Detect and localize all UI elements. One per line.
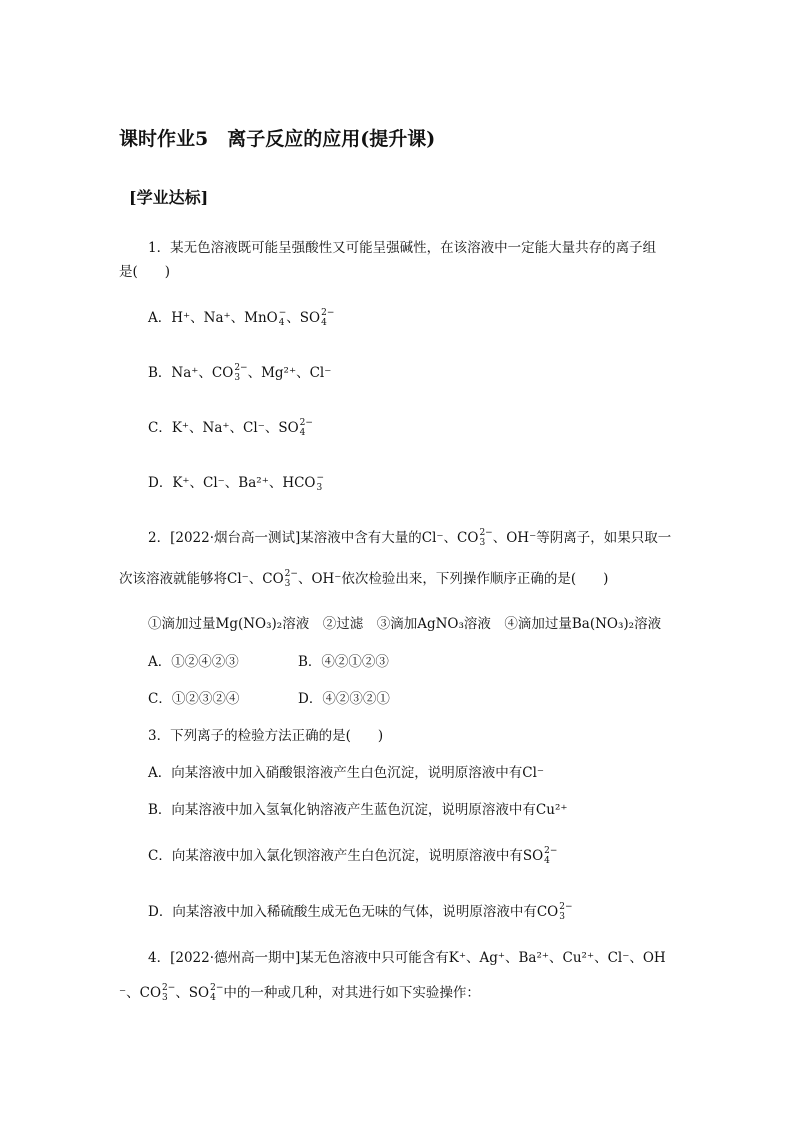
q3-option-c [148,846,557,867]
q3-option-b: B．向某溶液中加入氢氧化钠溶液产生蓝色沉淀，说明原溶液中有Cu²⁺ [148,802,568,818]
q2-text: 、OH⁻等阴离子，如果只取一 [492,530,672,546]
ion-charge: 2− 3 [162,982,176,1003]
ion-charge: 2− 4 [321,307,335,328]
ion-charge: 2− 4 [299,417,313,438]
option-text: K⁺、Cl⁻、Ba²⁺、HCO [172,475,316,491]
option-text: 、Mg²⁺、Cl⁻ [247,365,332,381]
ion-charge: 2− 3 [234,362,248,383]
q2-text: 次该溶液就能够将Cl⁻、CO [119,571,284,587]
q4-text: 中的一种或几种，对其进行如下实验操作： [223,985,480,1001]
q3-option-d [148,902,573,923]
section-heading: [学业达标] [129,188,209,207]
option-label: B． [148,365,172,381]
page-title: 课时作业5 离子反应的应用(提升课) [119,128,436,150]
option-label: A． [148,310,172,326]
q1-stem-line2: 是( ) [119,264,171,280]
option-label: C． [148,420,172,436]
q4-stem-line1: 4．[2022·德州高一期中]某无色溶液中只可能含有K⁺、Ag⁺、Ba²⁺、Cu²⁺、Cl⁻、OH [148,950,666,966]
option-text: K⁺、Na⁺、Cl⁻、SO [171,420,299,436]
q2-option-a: A．①②④②③ [148,654,239,670]
q2-option-d: D．④②③②① [298,691,390,707]
ion-charge: 2− 3 [284,568,298,589]
ion-charge: 2− 4 [210,982,224,1003]
ion-charge: − 4 [278,307,287,328]
ion-charge: 2− 4 [544,845,558,866]
option-text: D．向某溶液中加入稀硫酸生成无色无味的气体，说明原溶液中有CO [148,904,559,920]
q2-option-c: C．①②③②④ [148,691,240,707]
option-text: H⁺、Na⁺、MnO [171,310,278,326]
q1-option-a [148,308,334,329]
q3-option-a: A．向某溶液中加入硝酸银溶液产生白色沉淀，说明原溶液中有Cl⁻ [148,765,545,781]
q2-operations: ①滴加过量Mg(NO₃)₂溶液 ②过滤 ③滴加AgNO₃溶液 ④滴加过量Ba(NO₃)₂溶液 [148,616,662,632]
q1-option-d [148,473,324,494]
q2-stem-line2 [119,569,608,590]
q1-option-b [148,363,331,384]
option-text: 、SO [286,310,321,326]
q1-option-c [148,418,313,439]
q4-text: ⁻、CO [119,985,162,1001]
q2-text: 、OH⁻依次检验出来，下列操作顺序正确的是( ) [297,571,609,587]
ion-charge: − 3 [316,472,325,493]
ion-charge: 2− 3 [479,527,493,548]
q1-stem-line1: 1．某无色溶液既可能呈强酸性又可能呈强碱性，在该溶液中一定能大量共存的离子组 [148,240,657,256]
q4-text: 、SO [175,985,210,1001]
option-text: Na⁺、CO [171,365,234,381]
option-label: D． [148,475,173,491]
ion-charge: 2− 3 [559,901,573,922]
q4-stem-line2 [119,983,480,1004]
q2-option-b: B．④②①②③ [298,654,389,670]
option-text: C．向某溶液中加入氯化钡溶液产生白色沉淀，说明原溶液中有SO [148,848,544,864]
q3-stem: 3．下列离子的检验方法正确的是( ) [148,728,384,744]
q2-text: 2．[2022·烟台高一测试]某溶液中含有大量的Cl⁻、CO [148,530,479,546]
q2-stem-line1 [148,528,671,549]
